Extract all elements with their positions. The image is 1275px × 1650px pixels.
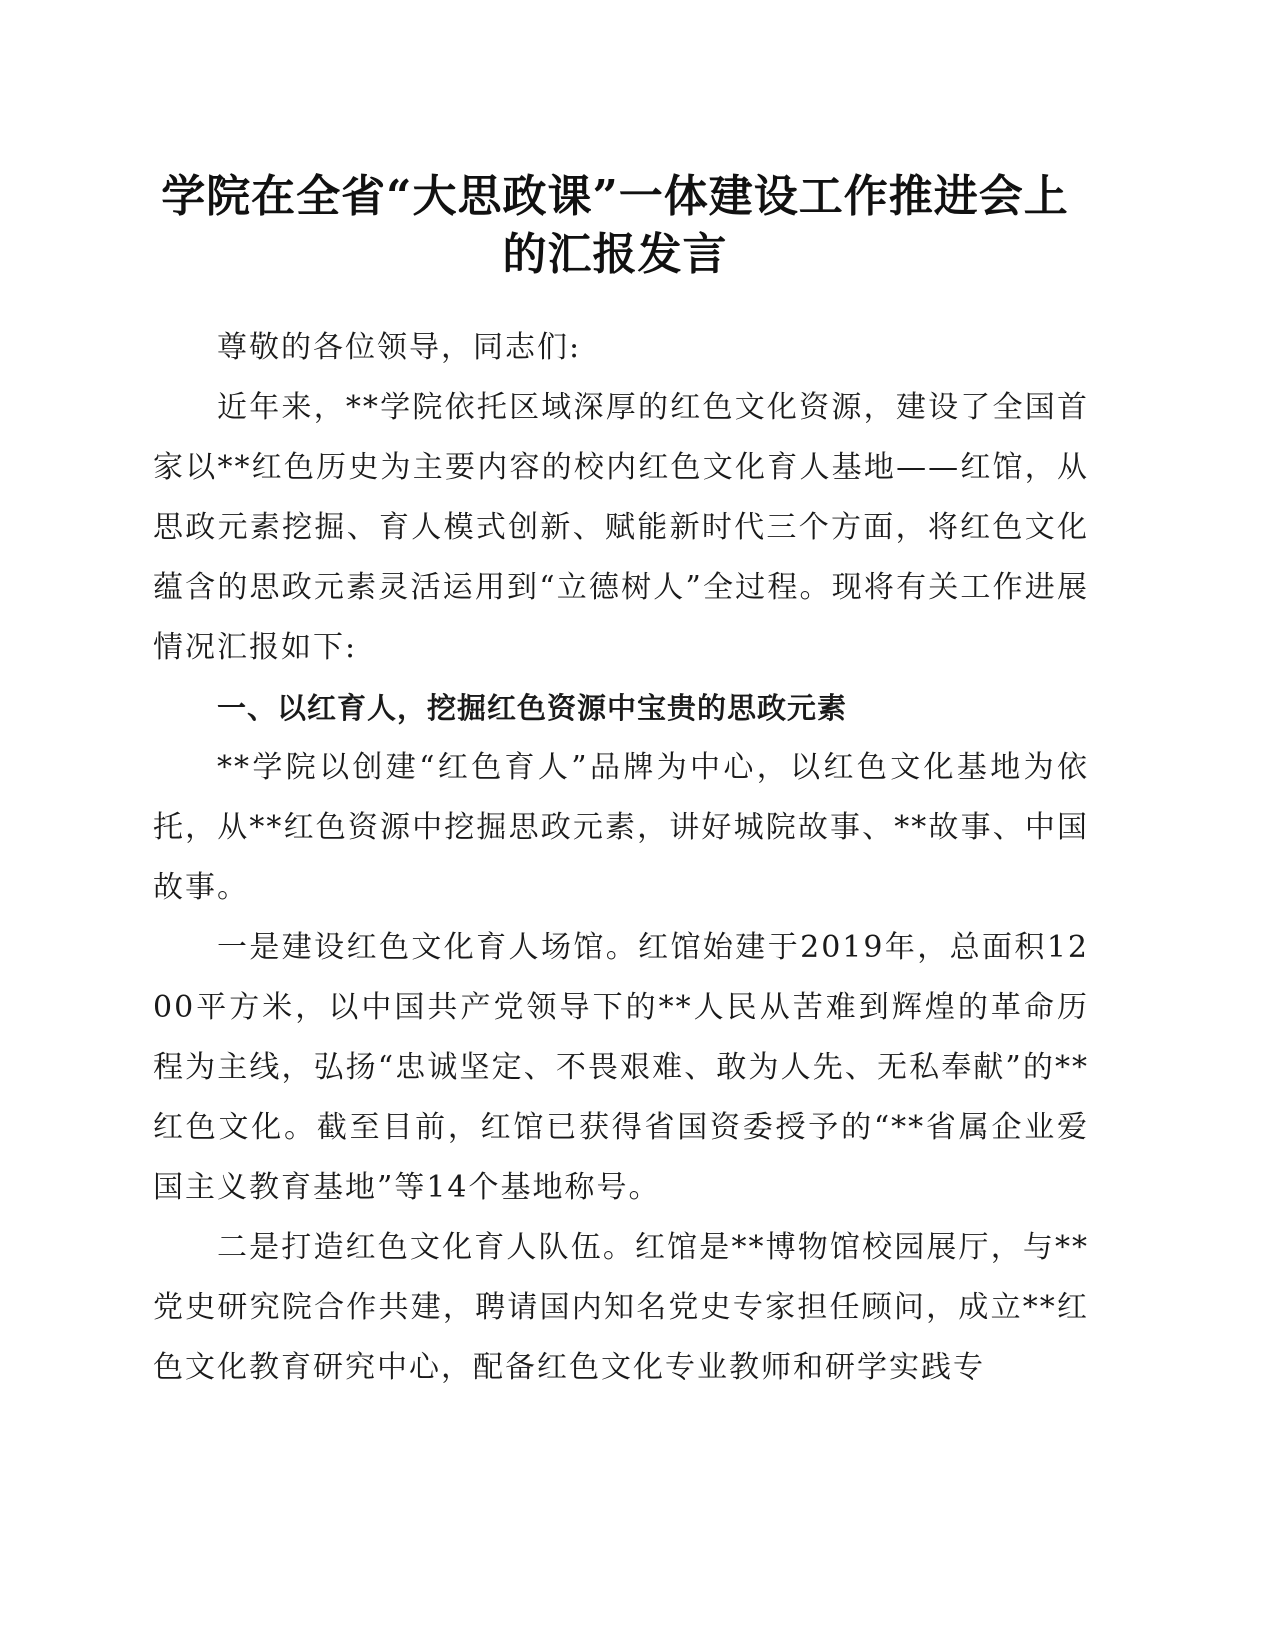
document-body <box>153 318 1089 1398</box>
section-paragraph: 二是打造红色文化育人队伍。红馆是**博物馆校园展厅，与**党史研究院合作共建，聘请国内知名党史专家担任顾问，成立**红色文化教育研究中心，配备红色文化专业教师和研学实践专 <box>153 1230 1089 1385</box>
salutation: 尊敬的各位领导，同志们: <box>217 330 582 365</box>
intro-paragraph: 近年来，**学院依托区域深厚的红色文化资源，建设了全国首家以**红色历史为主要内容的校内红色文化育人基地——红馆，从思政元素挖掘、育人模式创新、赋能新时代三个方面，将红色文化蕴含的思政元素灵活运用到“立德树人”全过程。现将有关工作进展情况汇报如下: <box>153 390 1089 665</box>
section-heading: 一、以红育人，挖掘红色资源中宝贵的思政元素 <box>217 691 848 725</box>
document-title: 学院在全省“大思政课”一体建设工作推进会上的汇报发言 <box>161 171 1069 280</box>
section-paragraph: 一是建设红色文化育人场馆。红馆始建于2019年，总面积1200平方米，以中国共产党领导下的**人民从苦难到辉煌的革命历程为主线，弘扬“忠诚坚定、不畏艰难、敢为人先、无私奉献”的**红色文化。截至目前，红馆已获得省国资委授予的“**省属企业爱国主义教育基地”等14个基地称号。 <box>153 930 1089 1205</box>
section-paragraph: **学院以创建“红色育人”品牌为中心，以红色文化基地为依托，从**红色资源中挖掘思政元素，讲好城院故事、**故事、中国故事。 <box>153 750 1089 905</box>
